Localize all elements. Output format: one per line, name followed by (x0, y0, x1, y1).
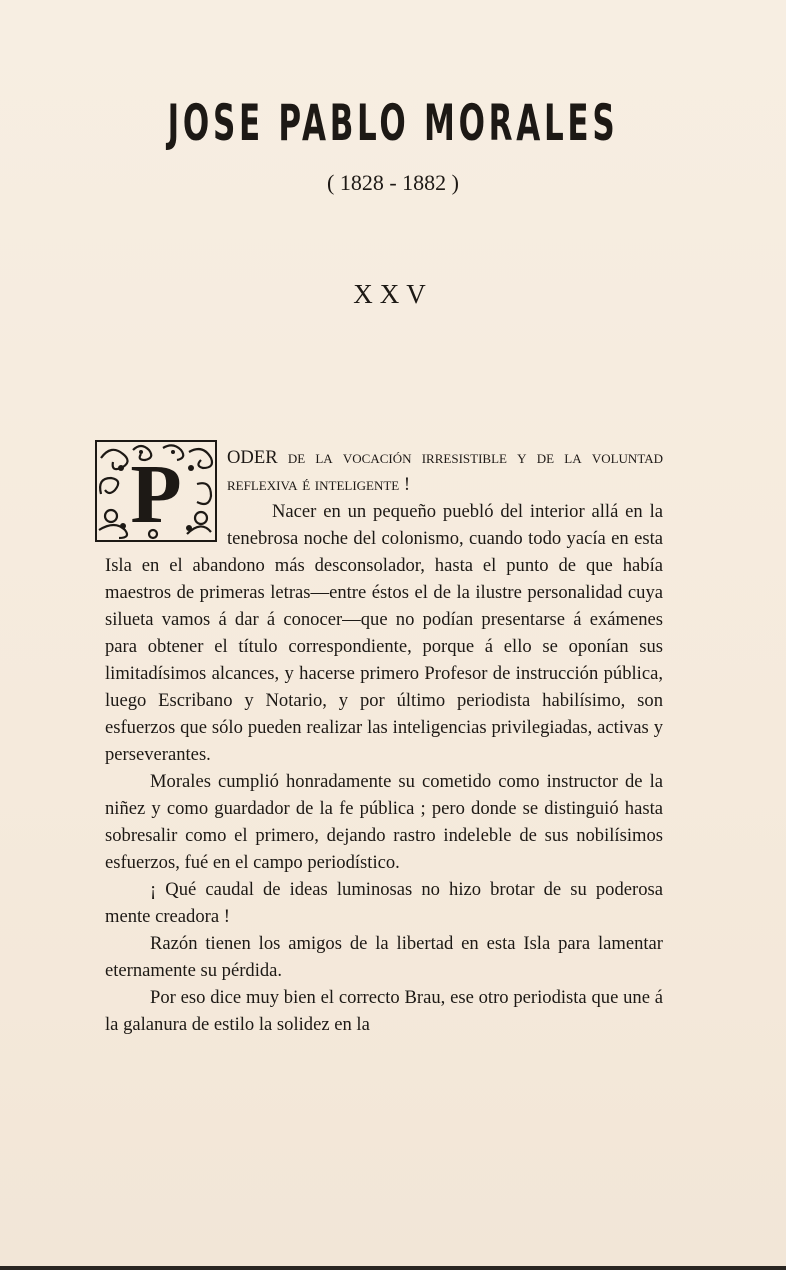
page-title: JOSE PABLO MORALES (167, 94, 619, 152)
ornamental-dropcap (93, 438, 219, 544)
body-text (105, 444, 663, 1038)
paragraph-2: Morales cumplió honradamente su cometido como instructor de la niñez y como guardador de la fe pública ; pero donde se distinguió hasta sobresalir como el primero, dejando rastro indeleble de sus nobilísimos esfuerzos, fué en el campo periodístico. (105, 771, 663, 873)
paragraph-3: ¡ Qué caudal de ideas luminosas no hizo brotar de su poderosa mente creadora ! (105, 879, 663, 927)
opening-text: ODER de la vocación irresistible y de la voluntad reflexiva é inteligente ! (227, 447, 663, 495)
paragraph-5: Por eso dice muy bien el correcto Brau, ese otro periodista que une á la galanura de estilo la solidez en la (105, 987, 663, 1035)
chapter-number: XXV (353, 279, 433, 309)
life-years: ( 1828 - 1882 ) (327, 170, 459, 195)
paragraph-4: Razón tienen los amigos de la libertad en esta Isla para lamentar eternamente su pérdida. (105, 933, 663, 981)
page-bottom-edge (0, 1266, 786, 1270)
dropcap-letter: P (130, 448, 182, 541)
paragraph-1: Nacer en un pequeño puebló del interior allá en la tenebrosa noche del colonismo, cuando todo yacía en esta Isla en el abandono más desconsolador, hasta el punto de que había maestros de primeras letras—entre éstos el de la ilustre personalidad cuya silueta vamos á dar á conocer—que no podían presentarse á exámenes para obtener el título correspondiente, porque á ello se oponían sus limitadísimos alcances, y hacerse primero Profesor de instrucción pública, luego Escribano y Notario, y por último periodista habilísimo, son esfuerzos que sólo pueden realizar las inteligencias privilegiadas, activas y perseverantes. (105, 501, 663, 765)
